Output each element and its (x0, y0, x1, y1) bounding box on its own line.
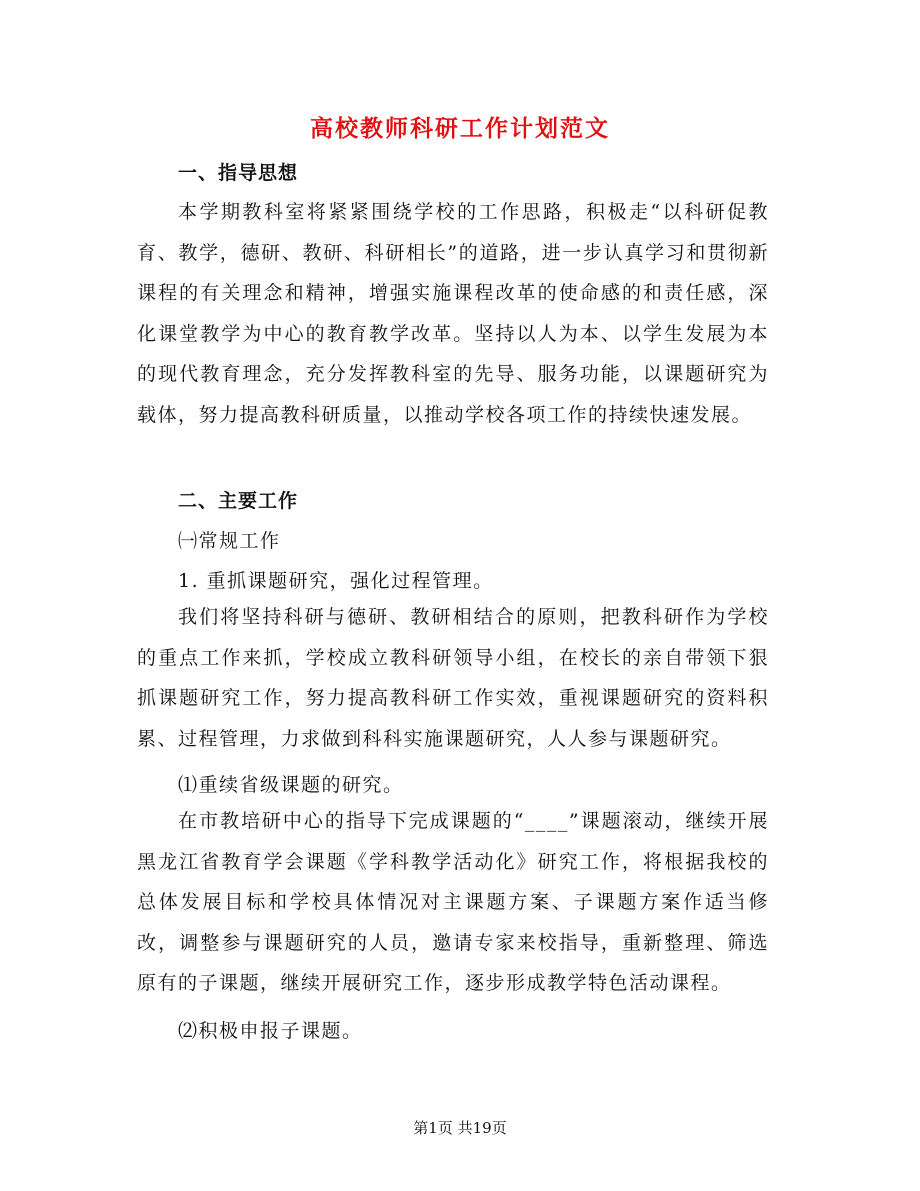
item-heading-research: 1. 重抓课题研究，强化过程管理。 (178, 570, 494, 592)
page-number-footer: 第1页 共19页 (413, 1119, 507, 1137)
paragraph-research-management: 我们将坚持科研与德研、教研相结合的原则，把教科研作为学校的重点工作来抓，学校成立教科研领导小组，在校长的亲自带领下狠抓课题研究工作，努力提高教科研工作实效，重视课题研究的资料积累、过程管理，力求做到科科实施课题研究，人人参与课题研究。 (137, 606, 769, 750)
point-provincial-project: ⑴重续省级课题的研究。 (178, 774, 404, 796)
document-title: 高校教师科研工作计划范文 (310, 115, 610, 142)
point-apply-subproject: ⑵积极申报子课题。 (178, 1020, 363, 1042)
paragraph-provincial-project: 在市教培研中心的指导下完成课题的“____”课题滚动，继续开展黑龙江省教育学会课题《学科教学活动化》研究工作，将根据我校的总体发展目标和学校具体情况对主课题方案、子课题方案作适当修改，调整参与课题研究的人员，邀请专家来校指导，重新整理、筛选原有的子课题，继续开展研究工作，逐步形成教学特色活动课程。 (137, 810, 769, 994)
section-heading-main-work: 二、主要工作 (178, 490, 299, 512)
section-heading-guiding-thought: 一、指导思想 (178, 162, 299, 184)
subheading-routine-work: ㈠常规工作 (178, 530, 281, 552)
paragraph-guiding-thought: 本学期教科室将紧紧围绕学校的工作思路，积极走“以科研促教育、教学，德研、教研、科研相长”的道路，进一步认真学习和贯彻新课程的有关理念和精神，增强实施课程改革的使命感的和责任感，深化课堂教学为中心的教育教学改革。坚持以人为本、以学生发展为本的现代教育理念，充分发挥教科室的先导、服务功能，以课题研究为载体，努力提高教科研质量，以推动学校各项工作的持续快速发展。 (137, 201, 769, 426)
